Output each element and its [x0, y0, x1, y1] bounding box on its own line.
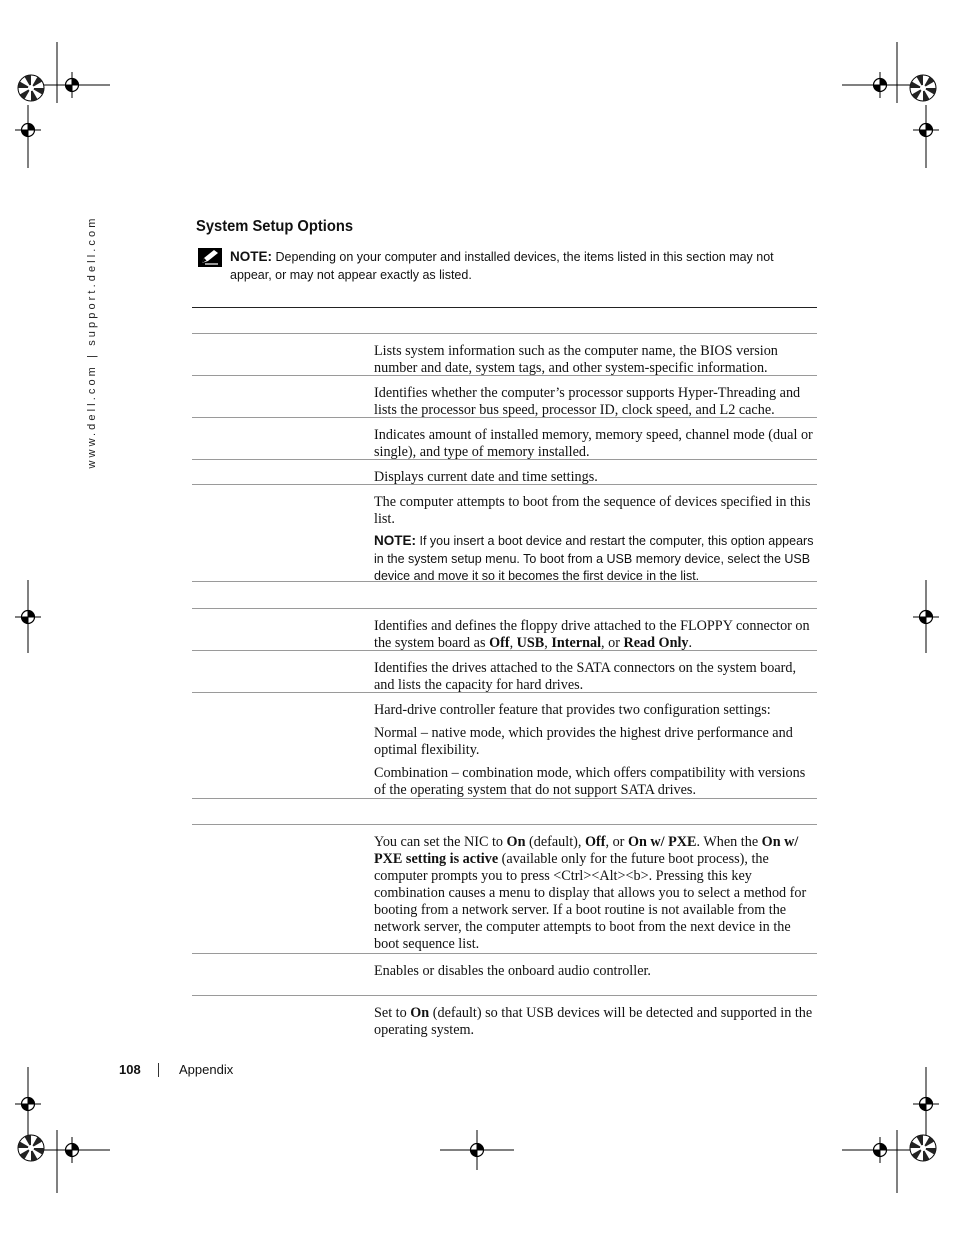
- description-paragraph: [374, 660, 814, 694]
- row-description: [374, 494, 814, 586]
- description-paragraph: [374, 963, 814, 980]
- table-row: [192, 308, 817, 334]
- description-text: .: [688, 635, 693, 651]
- side-url-vertical: [82, 215, 102, 469]
- inline-note-text: If you insert a boot device and restart the computer, this option appears in the system setup menu. To boot from a USB memory device, select the USB device and move it so it becomes the first device in the list.: [374, 534, 814, 583]
- description-text: Displays current date and time settings.: [374, 469, 598, 485]
- description-paragraph: [374, 1005, 814, 1039]
- description-text: The computer attempts to boot from the sequence of devices specified in this list.: [374, 494, 811, 527]
- description-text: Enables or disables the onboard audio controller.: [374, 963, 651, 979]
- table-row: [192, 376, 817, 418]
- description-text: You can set the NIC to: [374, 834, 507, 850]
- row-description: [374, 385, 814, 419]
- option-value: Off: [584, 834, 606, 850]
- inline-note: [374, 532, 814, 586]
- description-text: ,: [509, 635, 517, 651]
- note-pencil-icon: [198, 248, 222, 267]
- description-paragraph: [374, 834, 814, 953]
- description-text: Identifies whether the computer’s processor supports Hyper-Threading and lists the processor bus speed, processor ID, clock speed, and L2 cache.: [374, 385, 801, 418]
- description-text: (default),: [525, 834, 585, 850]
- table-row: [192, 996, 817, 1036]
- table-row: [192, 334, 817, 376]
- table-row: [192, 460, 817, 485]
- row-description: [374, 618, 814, 652]
- row-description: [374, 963, 814, 980]
- description-paragraph: [374, 618, 814, 652]
- page-number: 108: [119, 1062, 141, 1077]
- table-row: [192, 609, 817, 651]
- table-row: [192, 799, 817, 825]
- footer-section: Appendix: [179, 1062, 234, 1077]
- description-text: ,: [544, 635, 552, 651]
- note-box: [230, 248, 800, 284]
- description-paragraph: [374, 702, 814, 719]
- description-text: (default) so that USB devices will be detected and supported in the operating system.: [374, 1005, 813, 1038]
- option-value: On w/ PXE: [627, 834, 697, 850]
- description-text: Combination – combination mode, which offers compatibility with versions of the operating system that do not support SATA drives.: [374, 765, 806, 798]
- description-text: Set to: [374, 1005, 411, 1021]
- option-value: On: [506, 834, 526, 850]
- description-text: Identifies and defines the floppy drive attached to the FLOPPY connector on the system board as: [374, 618, 810, 651]
- description-text: , or: [601, 635, 624, 651]
- description-text: , or: [605, 834, 628, 850]
- row-description: [374, 660, 814, 694]
- inline-note-label: NOTE:: [374, 533, 416, 548]
- table-row: [192, 582, 817, 609]
- table-row: [192, 825, 817, 954]
- description-text: Lists system information such as the computer name, the BIOS version number and date, system tags, and other system-specific information.: [374, 343, 778, 376]
- description-paragraph: [374, 725, 814, 759]
- note-label: NOTE:: [230, 249, 272, 264]
- row-description: [374, 1005, 814, 1039]
- setup-options-table: [192, 307, 817, 1036]
- option-value: Off: [489, 635, 510, 651]
- table-body: [192, 308, 817, 1036]
- description-text: . When the: [696, 834, 762, 850]
- option-value: On w/ PXE setting is active: [374, 834, 799, 867]
- table-row: [192, 418, 817, 460]
- row-description: [374, 702, 814, 799]
- description-text: (available only for the future boot process), the computer prompts you to press <Ctrl><Alt><b>. Pressing this key combination causes a menu to display that allows you to select a method for booting from a network server. If a boot routine is not available from the network server, the computer attempts to boot from the next device in the boot sequence list.: [374, 851, 807, 952]
- description-paragraph: [374, 494, 814, 528]
- description-paragraph: [374, 469, 814, 486]
- row-description: [374, 343, 814, 377]
- description-text: Identifies the drives attached to the SATA connectors on the system board, and lists the capacity for hard drives.: [374, 660, 797, 693]
- section-heading: System Setup Options: [196, 218, 354, 235]
- page-footer: [119, 1062, 234, 1077]
- table-row: [192, 954, 817, 996]
- side-url-text: www.dell.com | support.dell.com: [86, 215, 98, 469]
- note-text: Depending on your computer and installed devices, the items listed in this section may not appear, or may not appear exactly as listed.: [230, 250, 774, 282]
- option-value: Internal: [551, 635, 602, 651]
- description-text: Normal – native mode, which provides the highest drive performance and optimal flexibility.: [374, 725, 793, 758]
- row-description: [374, 469, 814, 486]
- description-paragraph: [374, 385, 814, 419]
- option-value: Read Only: [623, 635, 689, 651]
- footer-separator: [158, 1063, 159, 1077]
- description-paragraph: [374, 343, 814, 377]
- description-text: Indicates amount of installed memory, memory speed, channel mode (dual or single), and type of memory installed.: [374, 427, 813, 460]
- option-value: On: [410, 1005, 430, 1021]
- row-description: [374, 427, 814, 461]
- description-paragraph: [374, 765, 814, 799]
- option-value: USB: [516, 635, 545, 651]
- table-row: [192, 485, 817, 582]
- description-paragraph: [374, 427, 814, 461]
- table-row: [192, 651, 817, 693]
- row-description: [374, 834, 814, 953]
- table-row: [192, 693, 817, 799]
- description-text: Hard-drive controller feature that provides two configuration settings:: [374, 702, 771, 718]
